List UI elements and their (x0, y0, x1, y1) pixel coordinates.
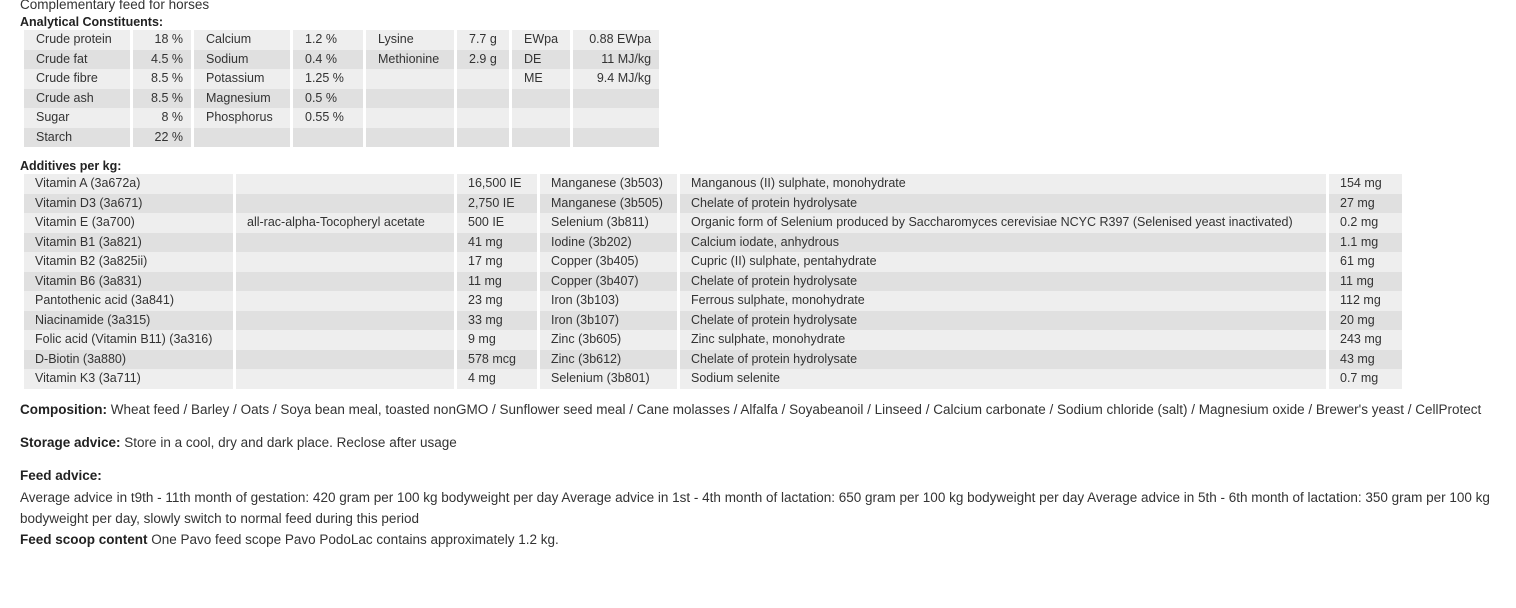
additive-name: Zinc (3b605) (540, 330, 677, 350)
additive-row (24, 350, 1402, 370)
additive-name: Iron (3b103) (540, 291, 677, 311)
constituent-value (573, 108, 659, 128)
constituent-name: Magnesium (194, 89, 290, 109)
additive-name: Vitamin A (3a672a) (24, 174, 233, 194)
constituent-name: Lysine (366, 30, 454, 50)
additive-row (24, 252, 1402, 272)
additive-name: Iron (3b107) (540, 311, 677, 331)
additive-form (236, 233, 454, 253)
constituent-name (512, 108, 570, 128)
constituent-name (366, 108, 454, 128)
constituent-name: Starch (24, 128, 130, 148)
additive-amount: 154 mg (1329, 174, 1402, 194)
constituent-value: 7.7 g (457, 30, 509, 50)
additive-form (236, 369, 454, 389)
additive-form: Ferrous sulphate, monohydrate (680, 291, 1326, 311)
constituent-value: 11 MJ/kg (573, 50, 659, 70)
constituent-value: 1.2 % (293, 30, 363, 50)
additive-form (236, 311, 454, 331)
additive-amount: 2,750 IE (457, 194, 537, 214)
additive-row (24, 272, 1402, 292)
storage-label: Storage advice: (20, 434, 121, 450)
additive-name: Vitamin B1 (3a821) (24, 233, 233, 253)
constituent-value: 8 % (133, 108, 191, 128)
additive-form (236, 330, 454, 350)
additive-amount: 33 mg (457, 311, 537, 331)
additive-amount: 4 mg (457, 369, 537, 389)
additive-amount: 27 mg (1329, 194, 1402, 214)
additive-amount: 20 mg (1329, 311, 1402, 331)
additive-amount: 61 mg (1329, 252, 1402, 272)
additive-amount: 16,500 IE (457, 174, 537, 194)
additive-form: Calcium iodate, anhydrous (680, 233, 1326, 253)
constituent-name (194, 128, 290, 148)
constituent-value: 8.5 % (133, 89, 191, 109)
additive-amount: 11 mg (1329, 272, 1402, 292)
constituent-name (512, 128, 570, 148)
feed-scoop-text: One Pavo feed scope Pavo PodoLac contains approximately 1.2 kg. (147, 531, 559, 547)
analytical-row (24, 69, 659, 89)
constituent-name: Crude fat (24, 50, 130, 70)
additive-form: Manganous (II) sulphate, monohydrate (680, 174, 1326, 194)
constituent-value: 1.25 % (293, 69, 363, 89)
constituent-name: Sugar (24, 108, 130, 128)
additive-form: Chelate of protein hydrolysate (680, 350, 1326, 370)
constituent-name: Methionine (366, 50, 454, 70)
additive-amount: 578 mcg (457, 350, 537, 370)
constituent-value: 18 % (133, 30, 191, 50)
constituent-value: 8.5 % (133, 69, 191, 89)
additive-form (236, 194, 454, 214)
constituent-name: Potassium (194, 69, 290, 89)
additive-amount: 11 mg (457, 272, 537, 292)
constituent-name: Crude protein (24, 30, 130, 50)
additive-amount: 43 mg (1329, 350, 1402, 370)
additive-form: Chelate of protein hydrolysate (680, 311, 1326, 331)
constituent-value (573, 89, 659, 109)
constituent-name: Calcium (194, 30, 290, 50)
additive-name: Vitamin E (3a700) (24, 213, 233, 233)
constituent-name (366, 128, 454, 148)
constituent-name (366, 89, 454, 109)
additive-amount: 23 mg (457, 291, 537, 311)
additive-name: Pantothenic acid (3a841) (24, 291, 233, 311)
constituent-value: 0.4 % (293, 50, 363, 70)
product-info (20, 0, 1516, 550)
additive-row (24, 213, 1402, 233)
analytical-row (24, 128, 659, 148)
additive-name: Copper (3b405) (540, 252, 677, 272)
additive-form (236, 174, 454, 194)
constituent-name: Crude fibre (24, 69, 130, 89)
additive-amount: 1.1 mg (1329, 233, 1402, 253)
composition-text: Wheat feed / Barley / Oats / Soya bean meal, toasted nonGMO / Sunflower seed meal / Cane molasses / Alfalfa / Soyabeanoil / Linseed / Calcium carbonate / Sodium chloride (salt) / Magnesium oxide / Brewer's yeast / CellProtect (107, 401, 1482, 417)
additive-form (236, 350, 454, 370)
constituent-value (573, 128, 659, 148)
analytical-row (24, 30, 659, 50)
feed-advice-section (20, 465, 1516, 486)
additive-name: Niacinamide (3a315) (24, 311, 233, 331)
feed-advice-text: Average advice in t9th - 11th month of gestation: 420 gram per 100 kg bodyweight per day Average advice in 1st - 4th month of lactation: 650 gram per 100 kg bodyweight per day Average advice in 5th - 6th month of lactation: 350 gram per 100 kg bodyweight per day, slowly switch to normal feed during this period (20, 489, 1490, 526)
intro-text: Complementary feed for horses (20, 0, 210, 12)
feed-advice-label: Feed advice: (20, 467, 102, 483)
additive-form (236, 272, 454, 292)
additive-name: Vitamin B6 (3a831) (24, 272, 233, 292)
additive-row (24, 330, 1402, 350)
additive-form (236, 291, 454, 311)
additive-form: Chelate of protein hydrolysate (680, 194, 1326, 214)
constituent-name: Sodium (194, 50, 290, 70)
additive-row (24, 194, 1402, 214)
constituent-name: Crude ash (24, 89, 130, 109)
additive-name: Vitamin D3 (3a671) (24, 194, 233, 214)
additive-row (24, 174, 1402, 194)
constituent-value: 9.4 MJ/kg (573, 69, 659, 89)
additive-amount: 0.2 mg (1329, 213, 1402, 233)
composition-section (20, 399, 1516, 420)
constituent-value: 0.5 % (293, 89, 363, 109)
feed-scoop-section (20, 529, 1516, 550)
additive-name: Selenium (3b801) (540, 369, 677, 389)
constituent-name: DE (512, 50, 570, 70)
analytical-row (24, 50, 659, 70)
composition-label: Composition: (20, 401, 107, 417)
additive-amount: 0.7 mg (1329, 369, 1402, 389)
additive-amount: 9 mg (457, 330, 537, 350)
analytical-row (24, 108, 659, 128)
additive-name: D-Biotin (3a880) (24, 350, 233, 370)
constituent-name: EWpa (512, 30, 570, 50)
constituent-name (512, 89, 570, 109)
storage-section (20, 432, 1516, 453)
additive-name: Copper (3b407) (540, 272, 677, 292)
additive-form: all-rac-alpha-Tocopheryl acetate (236, 213, 454, 233)
additive-name: Manganese (3b503) (540, 174, 677, 194)
additives-heading: Additives per kg: (20, 159, 122, 173)
additive-name: Selenium (3b811) (540, 213, 677, 233)
additive-amount: 41 mg (457, 233, 537, 253)
additive-row (24, 291, 1402, 311)
constituent-value: 0.55 % (293, 108, 363, 128)
constituent-name (366, 69, 454, 89)
analytical-row (24, 89, 659, 109)
additive-amount: 243 mg (1329, 330, 1402, 350)
constituent-value: 4.5 % (133, 50, 191, 70)
additive-form: Sodium selenite (680, 369, 1326, 389)
additive-amount: 500 IE (457, 213, 537, 233)
feed-scoop-label: Feed scoop content (20, 531, 148, 547)
additive-row (24, 369, 1402, 389)
additive-form: Zinc sulphate, monohydrate (680, 330, 1326, 350)
analytical-heading: Analytical Constituents: (20, 15, 164, 29)
additive-name: Iodine (3b202) (540, 233, 677, 253)
constituent-value (457, 69, 509, 89)
additive-form: Cupric (II) sulphate, pentahydrate (680, 252, 1326, 272)
constituent-value: 22 % (133, 128, 191, 148)
analytical-table (21, 30, 662, 147)
constituent-value: 0.88 EWpa (573, 30, 659, 50)
additive-form (236, 252, 454, 272)
constituent-value (457, 89, 509, 109)
storage-text: Store in a cool, dry and dark place. Reclose after usage (120, 434, 457, 450)
additive-form: Chelate of protein hydrolysate (680, 272, 1326, 292)
additive-name: Vitamin K3 (3a711) (24, 369, 233, 389)
additive-name: Vitamin B2 (3a825ii) (24, 252, 233, 272)
additive-name: Zinc (3b612) (540, 350, 677, 370)
additive-row (24, 311, 1402, 331)
additive-name: Manganese (3b505) (540, 194, 677, 214)
constituent-value (457, 108, 509, 128)
constituent-value: 2.9 g (457, 50, 509, 70)
additive-name: Folic acid (Vitamin B11) (3a316) (24, 330, 233, 350)
constituent-value (457, 128, 509, 148)
constituent-name: Phosphorus (194, 108, 290, 128)
constituent-name: ME (512, 69, 570, 89)
additive-row (24, 233, 1402, 253)
additives-table (21, 174, 1405, 389)
additive-amount: 17 mg (457, 252, 537, 272)
additive-amount: 112 mg (1329, 291, 1402, 311)
additive-form: Organic form of Selenium produced by Saccharomyces cerevisiae NCYC R397 (Selenised yeast inactivated) (680, 213, 1326, 233)
constituent-value (293, 128, 363, 148)
